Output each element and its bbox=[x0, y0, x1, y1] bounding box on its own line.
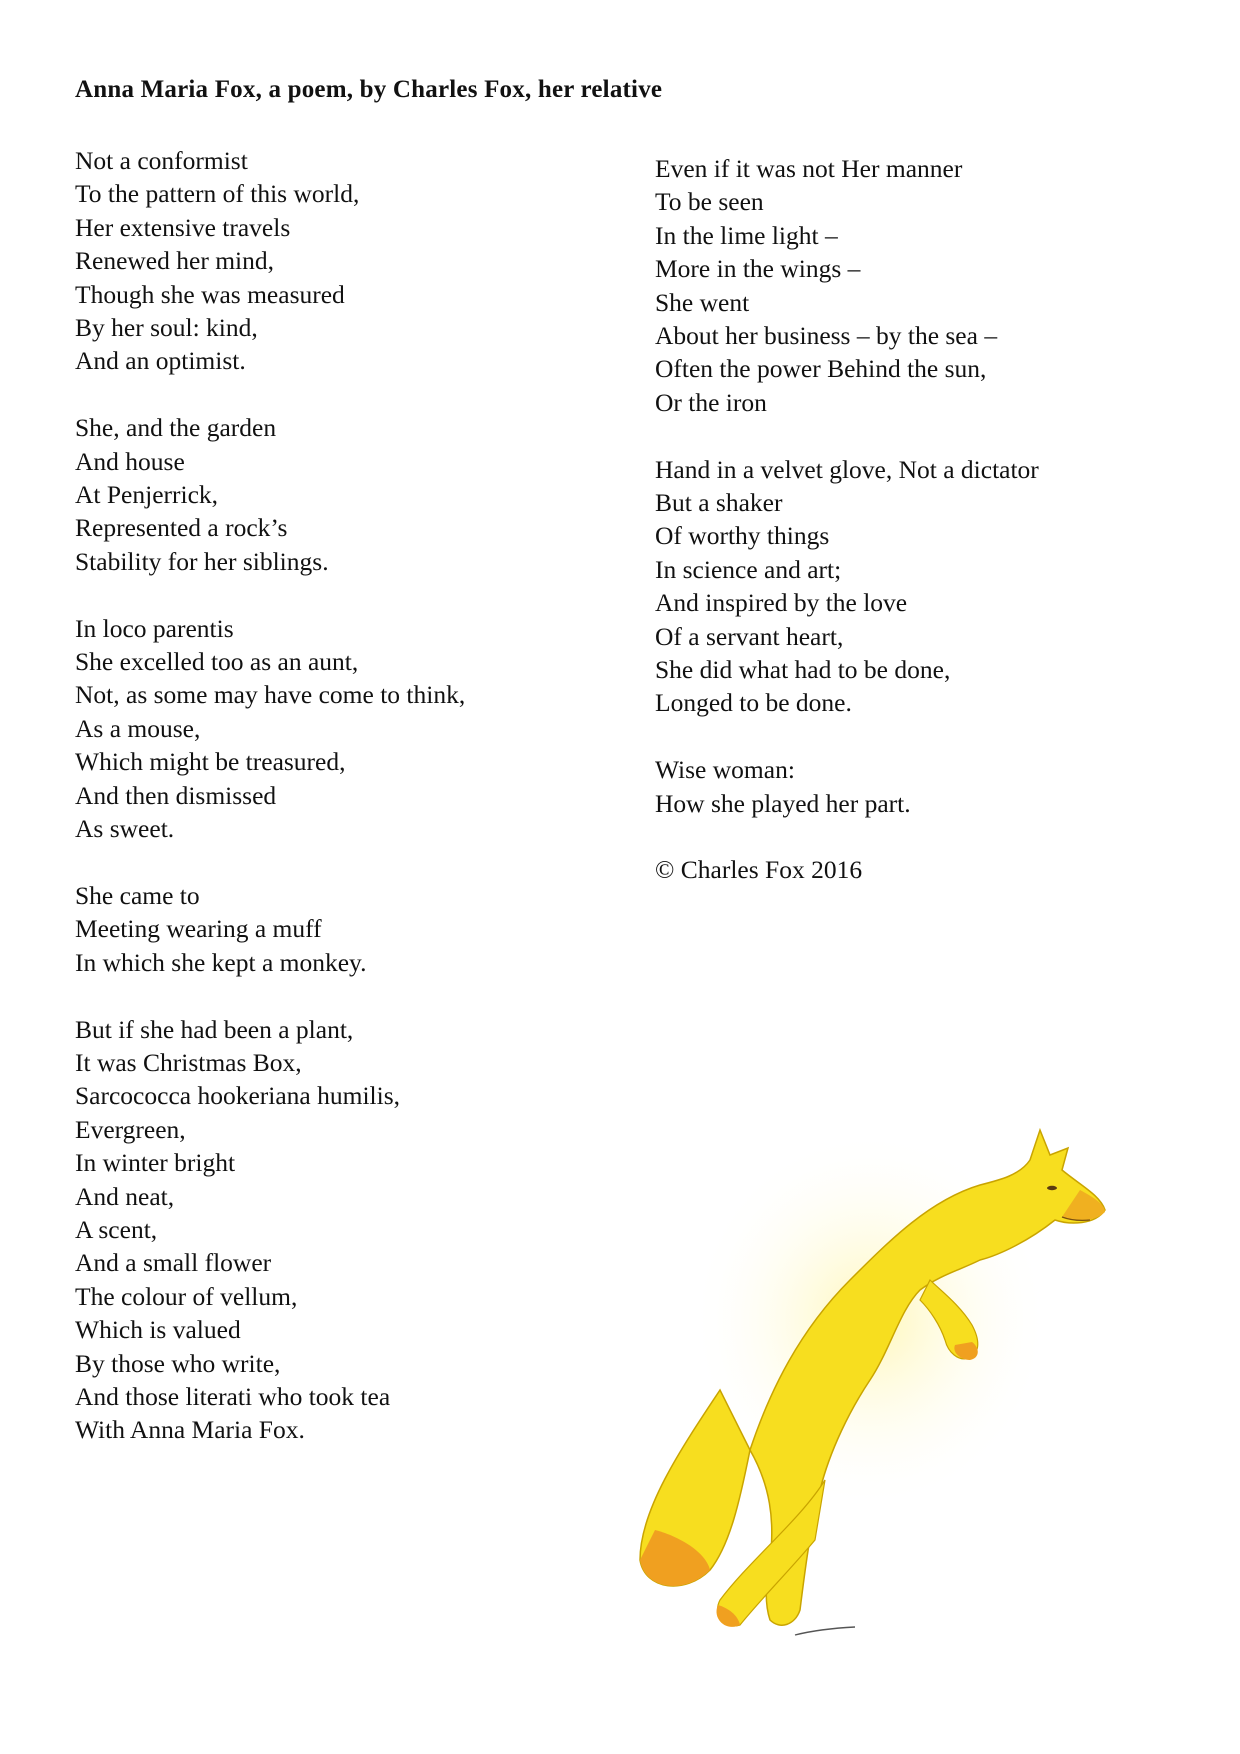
poem-line: Often the power Behind the sun, bbox=[655, 354, 987, 384]
poem-line: A scent, bbox=[75, 1214, 158, 1244]
poem-line: Meeting wearing a muff bbox=[75, 914, 322, 944]
poem-line: She, and the garden bbox=[75, 413, 277, 443]
poem-line: And neat, bbox=[75, 1181, 175, 1211]
copyright-notice: © Charles Fox 2016 bbox=[655, 855, 863, 885]
poem-line: Though she was measured bbox=[75, 279, 345, 309]
poem-line: She came to bbox=[75, 880, 200, 910]
poem-line: As sweet. bbox=[75, 814, 175, 844]
poem-line: It was Christmas Box, bbox=[75, 1047, 302, 1077]
poem-line: At Penjerrick, bbox=[75, 480, 219, 510]
poem-line: With Anna Maria Fox. bbox=[75, 1415, 305, 1445]
leaping-fox-drawing bbox=[600, 1090, 1140, 1650]
poem-line: She went bbox=[655, 287, 750, 317]
poem-line: Longed to be done. bbox=[655, 688, 852, 718]
poem-line: She did what had to be done, bbox=[655, 655, 951, 685]
left-stanza-1 bbox=[75, 144, 635, 378]
poem-line: Not, as some may have come to think, bbox=[75, 680, 466, 710]
poem-line: And inspired by the love bbox=[655, 588, 908, 618]
poem-line: In loco parentis bbox=[75, 613, 234, 643]
poem-line: How she played her part. bbox=[655, 788, 911, 818]
left-column bbox=[75, 144, 635, 1480]
poem-line: In the lime light – bbox=[655, 220, 838, 250]
poem-line: More in the wings – bbox=[655, 254, 861, 284]
poem-line: Of worthy things bbox=[655, 521, 830, 551]
poem-line: But if she had been a plant, bbox=[75, 1014, 354, 1044]
left-stanza-3 bbox=[75, 612, 635, 846]
poem-line: In which she kept a monkey. bbox=[75, 947, 367, 977]
poem-line: And house bbox=[75, 446, 185, 476]
poem-line: She excelled too as an aunt, bbox=[75, 647, 359, 677]
poem-line: In winter bright bbox=[75, 1148, 236, 1178]
poem-line: Of a servant heart, bbox=[655, 621, 844, 651]
poem-line: In science and art; bbox=[655, 554, 842, 584]
poem-line: Stability for her siblings. bbox=[75, 546, 329, 576]
poem-line: As a mouse, bbox=[75, 713, 201, 743]
poem-line: Sarcococca hookeriana humilis, bbox=[75, 1081, 401, 1111]
poem-line: Which is valued bbox=[75, 1315, 241, 1345]
poem-line: Her extensive travels bbox=[75, 212, 291, 242]
left-stanza-4 bbox=[75, 879, 635, 979]
poem-line: And an optimist. bbox=[75, 346, 246, 376]
poem-line: And a small flower bbox=[75, 1248, 272, 1278]
poem-line: By those who write, bbox=[75, 1348, 281, 1378]
right-column-stanzas bbox=[655, 152, 1215, 820]
right-stanza-2 bbox=[655, 453, 1215, 720]
left-stanza-5 bbox=[75, 1013, 635, 1447]
poem-line: And then dismissed bbox=[75, 780, 277, 810]
poem-line: To the pattern of this world, bbox=[75, 179, 360, 209]
poem-line: By her soul: kind, bbox=[75, 313, 258, 343]
poem-line: The colour of vellum, bbox=[75, 1281, 298, 1311]
left-stanza-2 bbox=[75, 411, 635, 578]
right-stanza-1 bbox=[655, 152, 1215, 419]
poem-line: Hand in a velvet glove, Not a dictator bbox=[655, 454, 1039, 484]
poem-line: To be seen bbox=[655, 187, 764, 217]
poem-line: And those literati who took tea bbox=[75, 1381, 391, 1411]
poem-line: But a shaker bbox=[655, 488, 783, 518]
poem-line: About her business – by the sea – bbox=[655, 321, 998, 351]
poem-line: Evergreen, bbox=[75, 1114, 186, 1144]
poem-line: Even if it was not Her manner bbox=[655, 154, 963, 183]
right-column bbox=[655, 152, 1215, 887]
poem-line: Renewed her mind, bbox=[75, 246, 274, 276]
right-stanza-3 bbox=[655, 753, 1215, 820]
poem-title: Anna Maria Fox, a poem, by Charles Fox, her relative bbox=[75, 76, 663, 103]
poem-line: Not a conformist bbox=[75, 146, 248, 175]
poem-line: Or the iron bbox=[655, 387, 767, 417]
poem-line: Wise woman: bbox=[655, 755, 795, 785]
poem-line: Represented a rock’s bbox=[75, 513, 288, 543]
poem-line: Which might be treasured, bbox=[75, 747, 346, 777]
